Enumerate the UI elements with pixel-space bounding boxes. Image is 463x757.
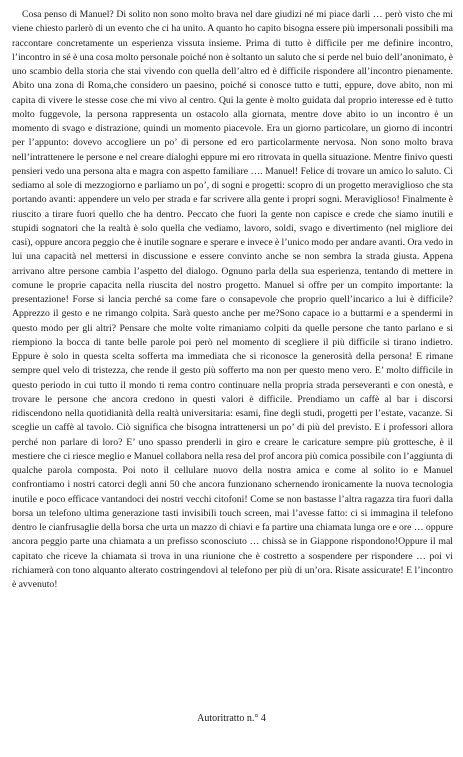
page-caption: Autoritratto n.° 4	[197, 713, 266, 724]
body-paragraph: Cosa penso di Manuel? Di solito non sono molto brava nel dare giudizi né mi piace darli … però visto che mi viene chiesto parlerò di un evento che ci ha unito. A quanto ho capito bisogna essere più impersonali possibili ma raccontare concretamente un esperienza vissuta insieme. Prima di tutto è difficile per me definire incontro, l’incontro in sé è una cosa molto personale poiché non è soltanto un saluto che si perde nel buio dell’anonimato, è uno scambio della storia che stai vivendo con quella dell’altro ed è difficile rispondere all’incontro pienamente. Abito una zona di Roma,che considero un paesino, poiché si conosce tutto e tutti, eppure, dove abito, non mi capita di vivere le stesse cose che mi vivo al centro. Qui la gente è molto guidata dal proprio interesse ed è tutto molto fuggevole, la persona rappresenta un ostacolo alla giornata, mentre dove abito io un incontro è un momento di svago e distrazione, quindi un momento piacevole. Era un giorno particolare, un giorno di incontri per l’appunto: dovevo accogliere un po’ di persone ed ero particolarmente nervosa. Non sono molto brava nell’intrattenere le persone e nel creare dialoghi eppure mi ero ritrovata in quella situazione. Mentre finivo questi pensieri vedo una persona alta e magra con aspetto familiare …. Manuel! Felice di trovare un amico lo saluto. Ci sediamo al sole di mezzogiorno e parliamo un po’, di sogni e progetti: scopro di un progetto meraviglioso che sta portando avanti: appendere un velo per strada e far scrivere alla gente i propri sogni. Meraviglioso! Finalmente è riuscito a tirare fuori quello che ha dentro. Peccato che fuori la gente non capisce e crede che siamo inutili e stupidi sognatori che la realtà è solo quella che vediamo, lavoro, soldi, svago e divertimento (nel migliore dei casi), oppure ancora peggio che è inutile sognare e sperare e invece è l’unico modo per andare avanti. Ora vedo in lui una capacità nel mettersi in discussione e essere convinto anche se non sembra la strada giusta. Appena arrivano altre persone cambia l’aspetto del dialogo. Ognuno parla della sua esperienza, tentando di mettere in comune le proprie capacita nella riuscita del nostro progetto. Manuel si offre per un compito importante: la presentazione! Forse si lancia perché sa come fare o consapevole che proprio quell’incarico a lui è difficile?Apprezzo il gesto e ne rimango colpita. Sarà questo anche per me?Sono capace io a buttarmi e a spendermi in questo modo per gli altri? Pensare che molte volte rimaniamo colpiti da quelle persone che tanto parlano e si riempiono la bocca di tante belle parole poi però nel momento di scegliere il più difficile si tirano indietro. Eppure è solo in questa scelta sofferta ma immediata che si riconosce la generosità della persona! E rimane sempre quel velo di tristezza, che rende il gesto più sofferto ma non per questo meno vero. E’ molto difficile in questo periodo in cui tutto il mondo ti rema contro continuare nella propria strada perseveranti e con onestà, e trovare le persone che ancora credono in questi valori è difficile. Prendiamo un caffè al bar i discorsi ridiscendono nella quotidianità della realtà universitaria: esami, fine degli studi, progetti per l’estate, vacanze. Si sceglie un caffè al tavolo. Ciò significa che bisogna intrattenersi un po’ di più del previsto. E i professori allora perché non parlare di loro? E’ uno spasso prenderli in giro e creare le caricature sempre più grottesche, è il mestiere che ci riesce meglio e Manuel collabora nella resa del prof ancora più comica possibile con l’aggiunta di qualche parola composta. Poi noto il cellulare nuovo della nostra amica e come al solito io e Manuel confrontiamo i nostri catorci degli anni 50 che ancora funzionano schernendo ironicamente la nuova tecnologia inutile e poco efficace vantandoci dei nostri vecchi citofoni! Come se non bastasse l’altra ragazza tira fuori dalla borsa un telefono ultima generazione tasti invisibili touch screen, mai l’avesse fatto: ci si immagina il telefono dentro le cianfrusaglie della borsa che urta un mazzo di chiavi e fa partire una chiamata lunga ore e ore … oppure ancora peggio parte una chiamata a un prefisso sconosciuto … chissà se in Giappone rispondono!Oppure il mal capitato che riceve la chiamata si trova in una riunione che è costretto a sospendere per rispondere … poi vi richiamerà con tono alquanto alterato costringendovi al telefono per più di un’ora. Risate assicurate! E l’incontro è avvenuto!	[12, 9, 453, 590]
